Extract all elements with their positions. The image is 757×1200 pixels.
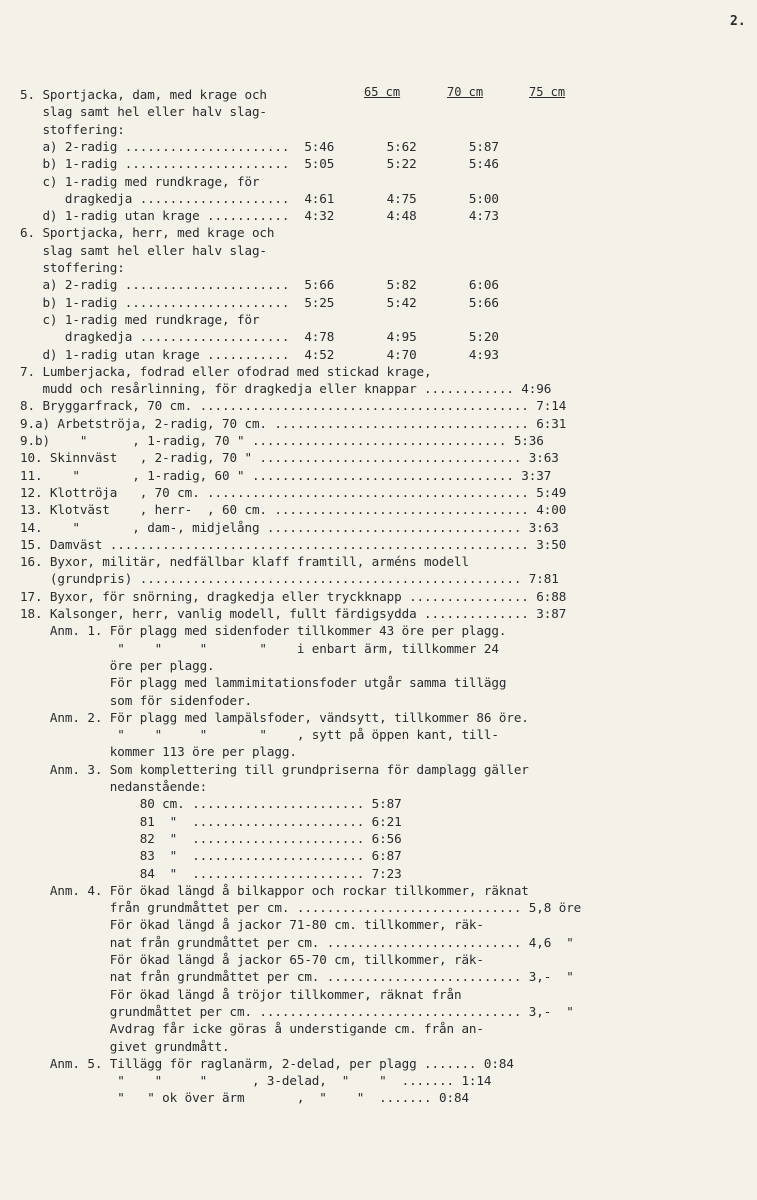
text-line: 9.a) Arbetströja, 2-radig, 70 cm. .................................. 6:31 — [20, 415, 567, 431]
text-line: 5. Sportjacka, dam, med krage och — [20, 87, 267, 102]
text-line: nat från grundmåttet per cm. .......................... 3,- " — [20, 969, 574, 985]
text-line: " " " " i enbart ärm, tillkommer 24 — [20, 640, 499, 656]
text-line: Anm. 4. För ökad längd å bilkappor och rockar tillkommer, räknat — [20, 882, 529, 898]
text-line: som för sidenfoder. — [20, 692, 252, 708]
text-line: 13. Klotväst , herr- , 60 cm. .................................. 4:00 — [20, 502, 567, 518]
text-line: 10. Skinnväst , 2-radig, 70 " ................................... 3:63 — [20, 450, 559, 466]
text-line: 83 " ....................... 6:87 — [20, 848, 402, 864]
text-line: öre per plagg. — [20, 657, 215, 673]
text-line: nat från grundmåttet per cm. .......................... 4,6 " — [20, 934, 574, 950]
text-line: stoffering: — [20, 260, 125, 275]
text-line: c) 1-radig med rundkrage, för — [20, 311, 260, 327]
column-header-75cm: 75 cm — [529, 85, 566, 99]
text-line: (grundpris) ................................................... 7:81 — [20, 571, 559, 587]
text-line: För ökad längd å tröjor tillkommer, räknat från — [20, 986, 462, 1002]
text-line: 81 " ....................... 6:21 — [20, 813, 402, 829]
text-line: 15. Damväst ........................................................ 3:50 — [20, 536, 567, 552]
text-line: 9.b) " , 1-radig, 70 " .................................. 5:36 — [20, 433, 544, 448]
text-line: Anm. 5. Tillägg för raglanärm, 2-delad, per plagg ....... 0:84 — [20, 1055, 514, 1071]
text-line: 84 " ....................... 7:23 — [20, 865, 402, 881]
text-line: 80 cm. ....................... 5:87 — [20, 796, 402, 812]
text-line: givet grundmått. — [20, 1038, 230, 1054]
text-line: 8. Bryggarfrack, 70 cm. ............................................ 7:14 — [20, 398, 567, 414]
text-line: " " " " , sytt på öppen kant, till- — [20, 727, 499, 743]
text-line: 7. Lumberjacka, fodrad eller ofodrad med stickad krage, — [20, 363, 432, 379]
text-line: 12. Klottröja , 70 cm. ........................................... 5:49 — [20, 484, 567, 500]
text-line: Anm. 1. För plagg med sidenfoder tillkommer 43 öre per plagg. — [20, 623, 507, 639]
page-number: 2. — [730, 14, 746, 29]
text-line: b) 1-radig ...................... 5:25 5:42 5:66 — [20, 294, 499, 310]
text-line: grundmåttet per cm. ................................... 3,- " — [20, 1003, 574, 1019]
text-line: a) 2-radig ...................... 5:46 5:62 5:87 — [20, 138, 499, 154]
text-line: " " " , 3-delad, " " ....... 1:14 — [20, 1073, 492, 1089]
text-line: kommer 113 öre per plagg. — [20, 744, 297, 760]
text-line: Anm. 3. Som komplettering till grundpriserna för damplagg gäller — [20, 761, 529, 777]
text-line: 14. " , dam-, midjelång .................................. 3:63 — [20, 519, 559, 535]
text-line: a) 2-radig ...................... 5:66 5:82 6:06 — [20, 277, 499, 293]
text-line: Avdrag får icke göras å understigande cm. från an- — [20, 1021, 484, 1037]
text-line: Anm. 2. För plagg med lampälsfoder, vändsytt, tillkommer 86 öre. — [20, 709, 529, 725]
text-line: 11. " , 1-radig, 60 " ................................... 3:37 — [20, 467, 552, 483]
column-header-70cm: 70 cm — [447, 85, 484, 99]
text-line: " " ok över ärm , " " ....... 0:84 — [20, 1090, 469, 1106]
text-line: mudd och resårlinning, för dragkedja eller knappar ............ 4:96 — [20, 381, 552, 397]
text-line: d) 1-radig utan krage ........... 4:32 4:48 4:73 — [20, 208, 499, 224]
text-line: dragkedja .................... 4:78 4:95 5:20 — [20, 329, 499, 345]
text-line: d) 1-radig utan krage ........... 4:52 4:70 4:93 — [20, 346, 499, 362]
text-line: stoffering: — [20, 121, 125, 137]
text-line: För plagg med lammimitationsfoder utgår samma tillägg — [20, 675, 507, 691]
text-line: 17. Byxor, för snörning, dragkedja eller tryckknapp ................ 6:88 — [20, 588, 567, 604]
text-line: 82 " ....................... 6:56 — [20, 830, 402, 846]
text-line: 6. Sportjacka, herr, med krage och — [20, 225, 275, 241]
text-line: c) 1-radig med rundkrage, för — [20, 173, 260, 189]
text-line: nedanstående: — [20, 779, 208, 794]
text-line: slag samt hel eller halv slag- — [20, 242, 267, 258]
column-header-65cm: 65 cm — [364, 85, 401, 99]
text-line: För ökad längd å jackor 65-70 cm, tillkommer, räk- — [20, 952, 484, 967]
text-line: från grundmåttet per cm. .............................. 5,8 öre — [20, 900, 582, 916]
text-line: b) 1-radig ...................... 5:05 5:22 5:46 — [20, 156, 499, 172]
text-line: 18. Kalsonger, herr, vanlig modell, fullt färdigsydda .............. 3:87 — [20, 606, 567, 621]
text-line: dragkedja .................... 4:61 4:75 5:00 — [20, 190, 499, 206]
text-line: 16. Byxor, militär, nedfällbar klaff framtill, arméns modell — [20, 554, 469, 570]
text-line: slag samt hel eller halv slag- — [20, 104, 267, 120]
text-line: För ökad längd å jackor 71-80 cm. tillkommer, räk- — [20, 917, 484, 933]
